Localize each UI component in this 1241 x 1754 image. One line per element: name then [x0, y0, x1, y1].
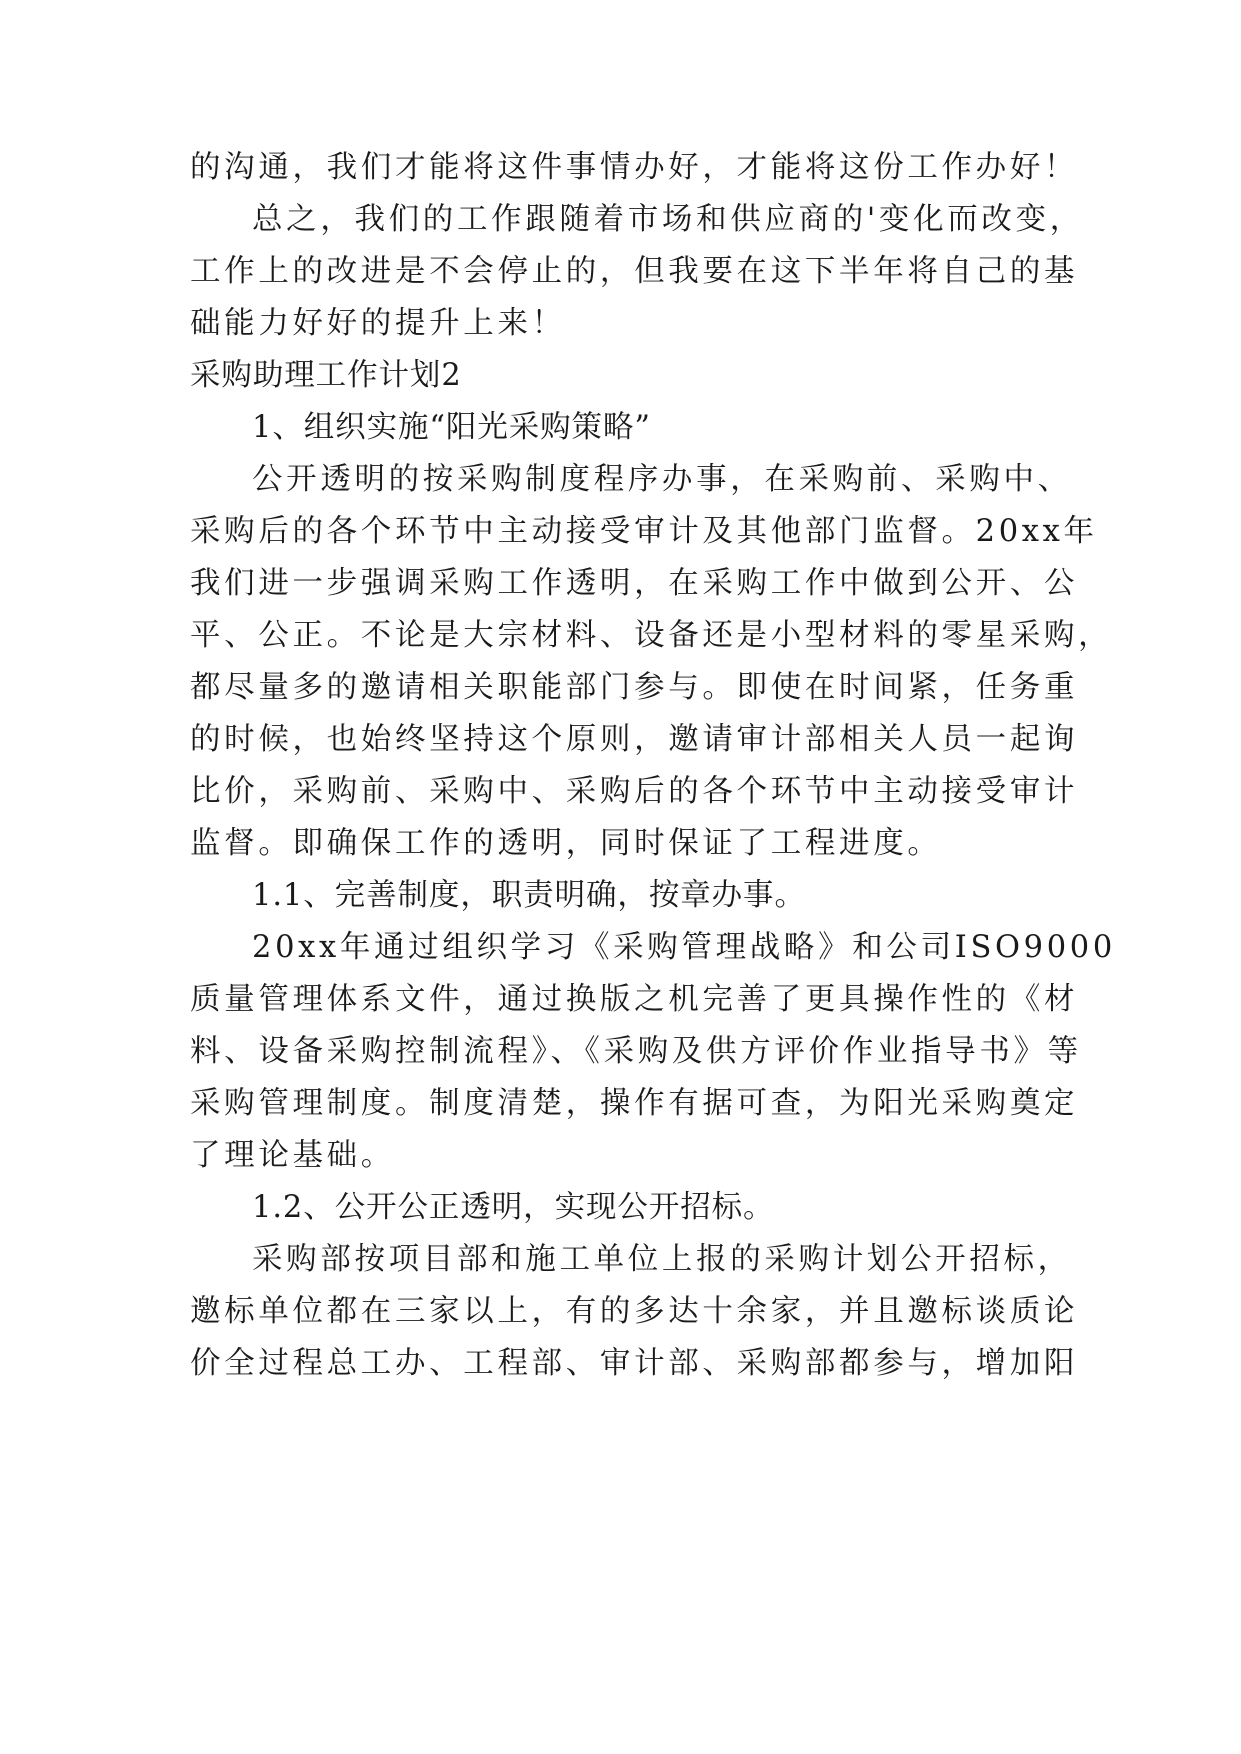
subsection-heading: 1.2、公开公正透明，实现公开招标。: [252, 1190, 775, 1225]
text-line: 的沟通，我们才能将这件事情办好，才能将这份工作办好！: [190, 150, 1079, 185]
text-line: 料、设备采购控制流程》、《采购及供方评价作业指导书》等: [190, 1034, 1082, 1069]
text-line: 总之，我们的工作跟随着市场和供应商的'变化而改变，: [252, 202, 1084, 237]
text-line: 础能力好好的提升上来！: [190, 306, 566, 341]
text-line: 价全过程总工办、工程部、审计部、采购部都参与，增加阳: [190, 1346, 1079, 1381]
text-line: 邀标单位都在三家以上，有的多达十余家，并且邀标谈质论: [190, 1294, 1079, 1329]
text-line: 比价，采购前、采购中、采购后的各个环节中主动接受审计: [190, 774, 1079, 809]
text-line: 工作上的改进是不会停止的，但我要在这下半年将自己的基: [190, 254, 1079, 289]
text-line: 都尽量多的邀请相关职能部门参与。即使在时间紧，任务重: [190, 670, 1079, 705]
text-line: 采购后的各个环节中主动接受审计及其他部门监督。20xx年: [190, 514, 1098, 549]
text-line: 的时候，也始终坚持这个原则，邀请审计部相关人员一起询: [190, 722, 1079, 757]
text-line: 平、公正。不论是大宗材料、设备还是小型材料的零星采购，: [190, 618, 1113, 653]
text-line: 我们进一步强调采购工作透明，在采购工作中做到公开、公: [190, 566, 1079, 601]
text-line: 了理论基础。: [190, 1138, 395, 1173]
text-line: 监督。即确保工作的透明，同时保证了工程进度。: [190, 826, 942, 861]
subsection-heading: 1.1、完善制度，职责明确，按章办事。: [252, 878, 806, 913]
text-line: 采购管理制度。制度清楚，操作有据可查，为阳光采购奠定: [190, 1086, 1079, 1121]
section-heading: 采购助理工作计划2: [190, 358, 462, 393]
subsection-heading: 1、组织实施“阳光采购策略”: [252, 410, 651, 445]
text-line: 质量管理体系文件，通过换版之机完善了更具操作性的《材: [190, 982, 1079, 1017]
text-line: 采购部按项目部和施工单位上报的采购计划公开招标，: [252, 1242, 1072, 1277]
text-line: 20xx年通过组织学习《采购管理战略》和公司ISO9000: [252, 930, 1116, 965]
text-line: 公开透明的按采购制度程序办事，在采购前、采购中、: [252, 462, 1072, 497]
